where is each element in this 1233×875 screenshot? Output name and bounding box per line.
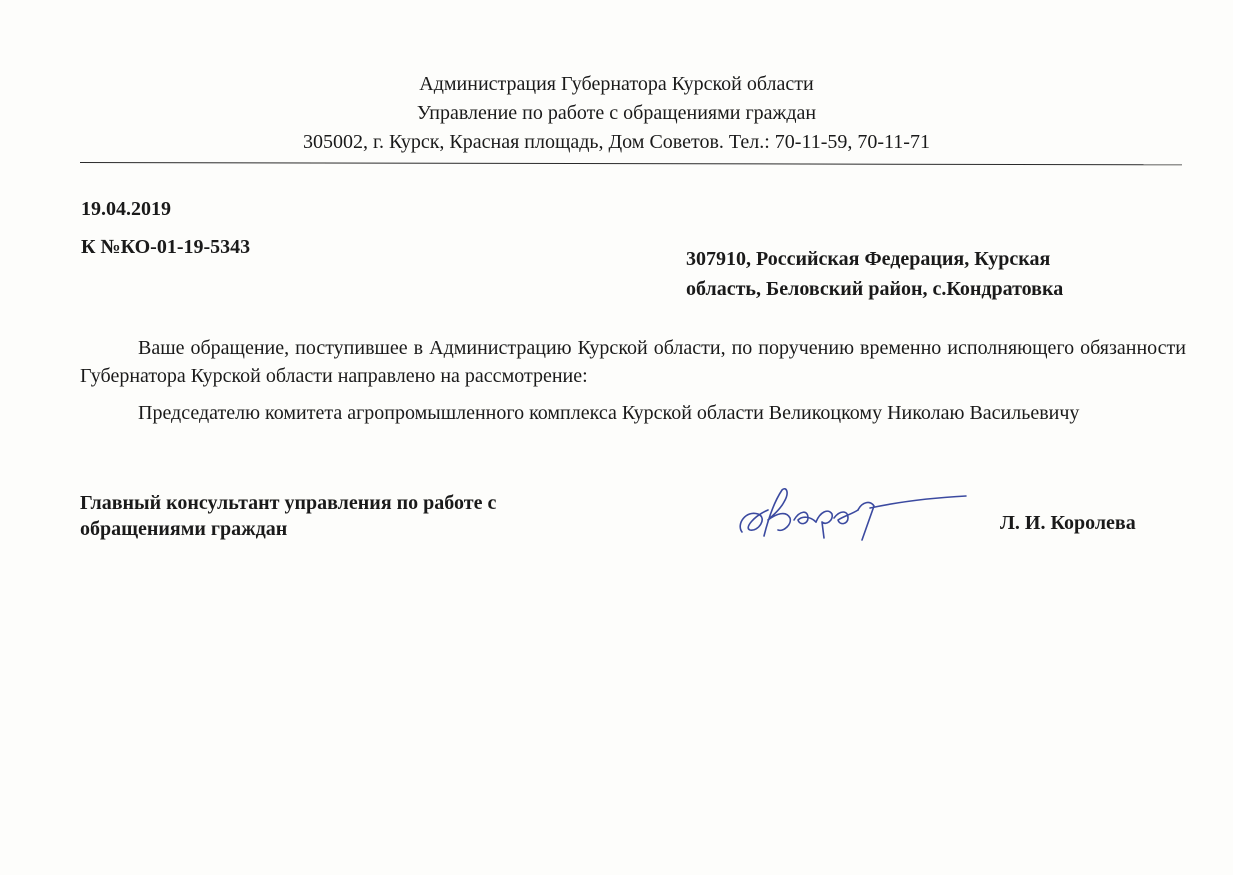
addressee-block bbox=[686, 244, 1186, 304]
signer-name: Л. И. Королева bbox=[1000, 512, 1136, 534]
registration-number: К №КО-01-19-5343 bbox=[81, 236, 251, 258]
handwritten-signature bbox=[728, 480, 978, 550]
signer-position-line-1: Главный консультант управления по работе с bbox=[80, 492, 497, 514]
body-paragraph-2: Председателю комитета агропромышленного комплекса Курской области Великоцкому Николаю Васильевичу bbox=[138, 402, 1080, 424]
department-name: Управление по работе с обращениями граждан bbox=[416, 102, 817, 124]
addressee-line-1: 307910, Российская Федерация, Курская bbox=[686, 248, 1051, 270]
header-divider bbox=[80, 162, 1182, 165]
signature-text: Корол bbox=[728, 480, 731, 481]
addressee-line-2: область, Беловский район, с.Кондратовка bbox=[686, 278, 1064, 300]
body-paragraph-1: Ваше обращение, поступившее в Администрацию Курской области, по поручению временно исполняющего обязанности Губернатора Курской области направлено на рассмотрение: bbox=[80, 337, 1186, 387]
letterhead bbox=[0, 70, 1233, 157]
letter-date: 19.04.2019 bbox=[81, 198, 171, 220]
signer-position-line-2: обращениями граждан bbox=[80, 518, 288, 540]
contact-line: 305002, г. Курск, Красная площадь, Дом Советов. Тел.: 70-11-59, 70-11-71 bbox=[303, 131, 930, 153]
organization-name: Администрация Губернатора Курской области bbox=[419, 73, 814, 95]
signer-position bbox=[80, 490, 640, 542]
